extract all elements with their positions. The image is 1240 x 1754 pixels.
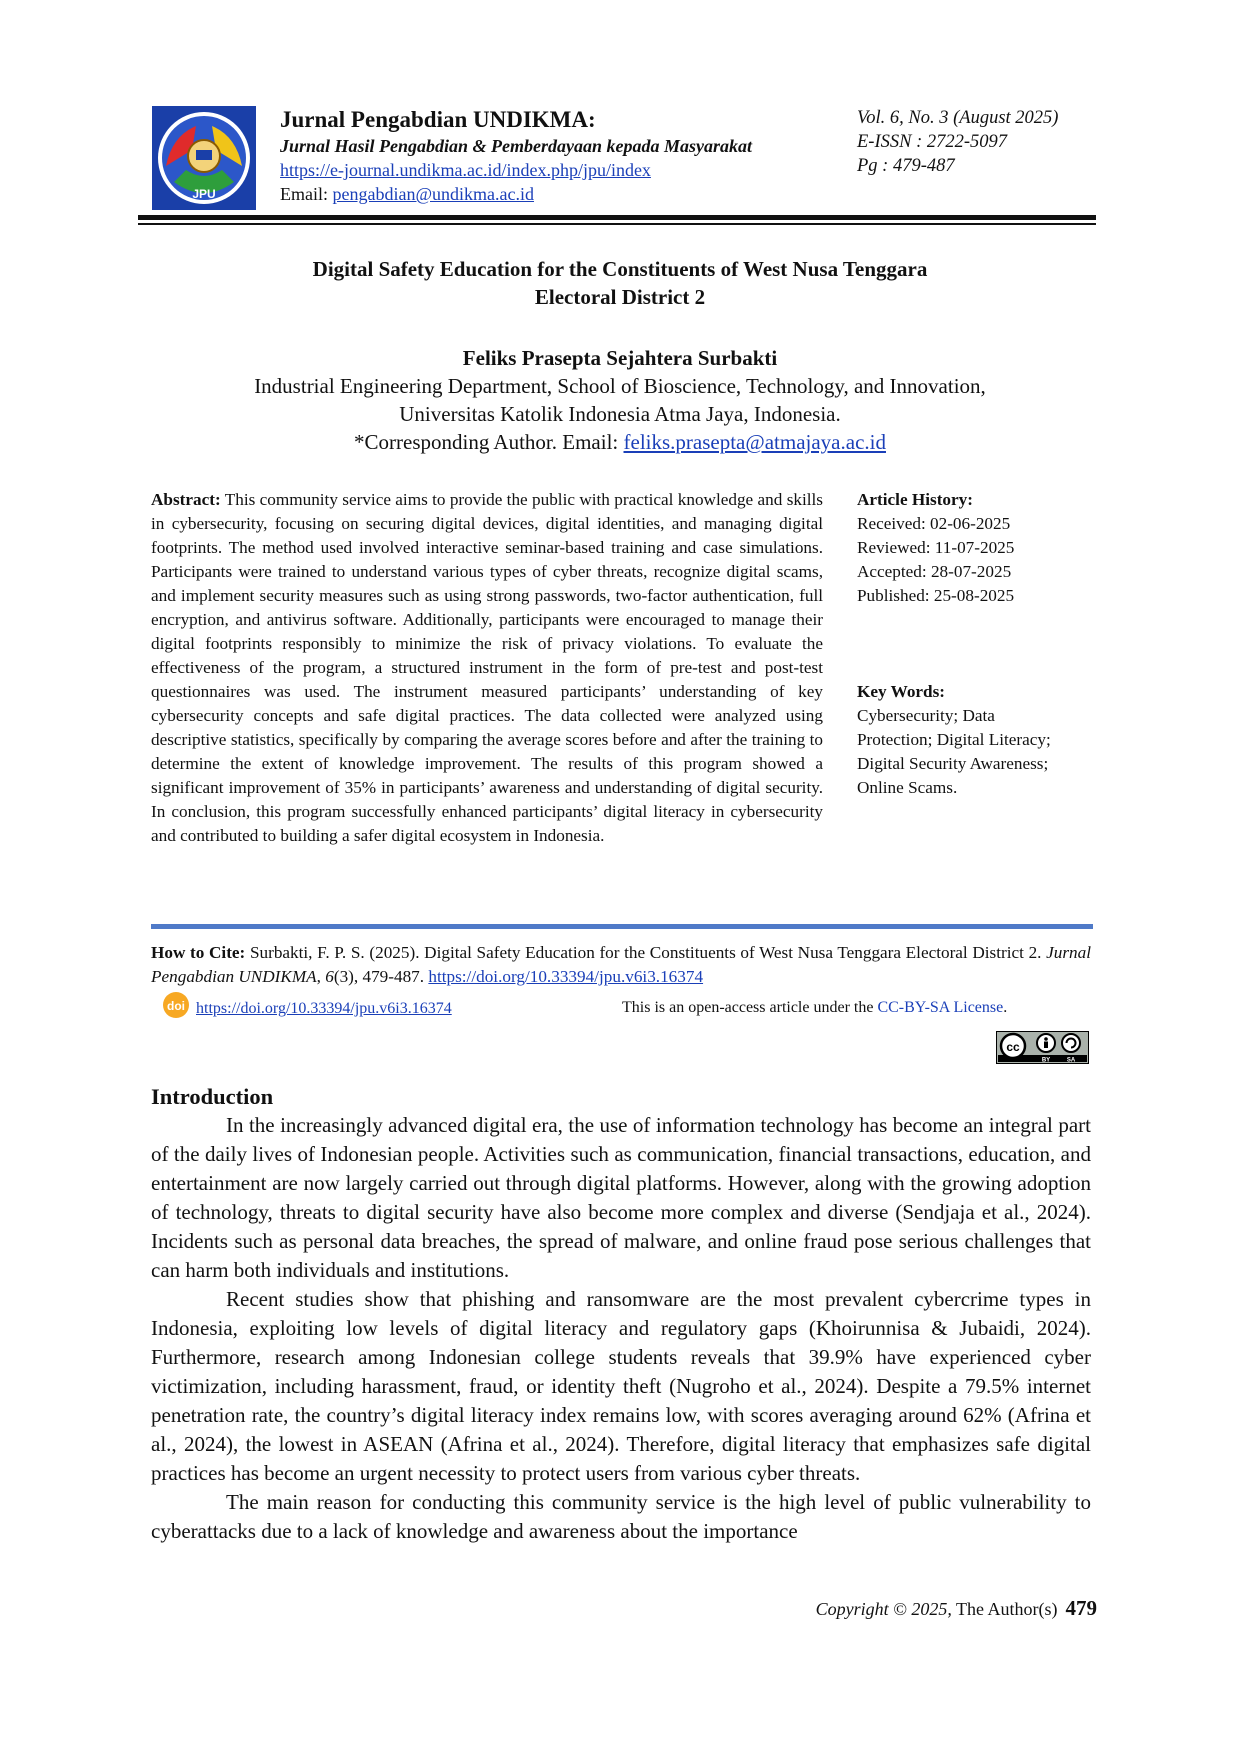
journal-header [280, 106, 840, 206]
affiliation-line2: Universitas Katolik Indonesia Atma Jaya, Indonesia. [399, 402, 841, 426]
svg-text:cc: cc [1006, 1040, 1020, 1054]
abstract-divider [151, 924, 1093, 929]
introduction-body [151, 1111, 1091, 1546]
cite-label: How to Cite: [151, 943, 246, 962]
history-published: Published: 25-08-2025 [857, 586, 1015, 605]
journal-email-link[interactable]: pengabdian@undikma.ac.id [332, 184, 535, 204]
keywords-text: Cybersecurity; Data Protection; Digital Literacy; Digital Security Awareness; Online Scams. [857, 706, 1051, 797]
license-link[interactable]: CC-BY-SA License [877, 999, 1004, 1016]
abstract [151, 488, 823, 848]
page-footer [797, 1596, 1097, 1621]
keywords-label: Key Words: [857, 682, 946, 701]
affiliation-line1: Industrial Engineering Department, School of Bioscience, Technology, and Innovation, [254, 374, 986, 398]
journal-subtitle: Jurnal Hasil Pengabdian & Pemberdayaan kepada Masyarakat [280, 136, 753, 156]
keywords [857, 680, 1062, 800]
doi-link[interactable]: https://doi.org/10.33394/jpu.v6i3.16374 [196, 1000, 452, 1017]
abstract-text: This community service aims to provide the public with practical knowledge and skills in cybersecurity, focusing on securing digital devices, digital identities, and managing digital footprints. The method used involved interactive seminar-based training and case simulations. Participants were trained to understand various types of cyber threats, recognize digital scams, and implement security measures such as using strong passwords, two-factor authentication, full encryption, and antivirus software. Additionally, participants were encouraged to manage their digital footprints responsibly to minimize the risk of privacy violations. To evaluate the effectiveness of the program, a structured instrument in the form of pre-test and post-test questionnaires was used. The instrument measured participants’ understanding of key cybersecurity concepts and safe digital practices. The data collected were analyzed using descriptive statistics, specifically by comparing the average scores before and after the training to determine the extent of knowledge improvement. The results of this program showed a significant improvement of 35% in participants’ awareness and understanding of digital security. In conclusion, this program successfully enhanced participants’ digital literacy in cybersecurity and contributed to building a safer digital ecosystem in Indonesia. [151, 490, 823, 845]
history-reviewed: Reviewed: 11-07-2025 [857, 538, 1015, 557]
intro-paragraph-3: The main reason for conducting this community service is the high level of public vulnerability to cyberattacks due to a lack of knowledge and awareness about the importance [151, 1490, 1091, 1543]
copyright-authors: The Author(s) [951, 1599, 1058, 1619]
paper-title-line1: Digital Safety Education for the Constituents of West Nusa Tenggara [312, 257, 928, 281]
author-name: Feliks Prasepta Sejahtera Surbakti [462, 346, 778, 370]
license-text: This is an open-access article under the [622, 999, 878, 1016]
doi-icon [162, 991, 190, 1019]
cite-volume: 6 [325, 967, 334, 986]
intro-paragraph-1: In the increasingly advanced digital era, the use of information technology has become an integral part of the daily lives of Indonesian people. Activities such as communication, financial transactions, education, and entertainment are now largely carried out through digital platforms. However, along with the growing adoption of technology, threats to digital security have also become more complex and diverse (Sendjaja et al., 2024). Incidents such as personal data breaches, the spread of malware, and online fraud pose serious challenges that can harm both individuals and institutions. [151, 1113, 1091, 1282]
intro-paragraph-2: Recent studies show that phishing and ransomware are the most prevalent cybercrime types in Indonesia, exploiting low levels of digital literacy and regulatory gaps (Khoirunnisa & Jubaidi, 2024). Furthermore, research among Indonesian college students reveals that 39.9% have experienced cyber victimization, including harassment, fraud, or identity theft (Nugroho et al., 2024). Despite a 79.5% internet penetration rate, the country’s digital literacy index remains low, with scores averaging around 62% (Afrina et al., 2024), the lowest in ASEAN (Afrina et al., 2024). Therefore, digital literacy that emphasizes safe digital practices has become an urgent necessity to protect users from various cyber threats. [151, 1287, 1091, 1485]
article-history [857, 488, 1077, 608]
volume-info: Vol. 6, No. 3 (August 2025) [857, 108, 1059, 128]
license-statement [622, 998, 1007, 1018]
pages-info: Pg : 479-487 [857, 156, 955, 176]
journal-logo-icon [152, 106, 256, 210]
history-accepted: Accepted: 28-07-2025 [857, 562, 1012, 581]
cite-text-before: Surbakti, F. P. S. (2025). Digital Safety Education for the Constituents of West Nusa Tenggara Electoral District 2. [245, 943, 1047, 962]
cite-text-after: (3), 479-487. [333, 967, 429, 986]
header-rule-thick [138, 215, 1096, 220]
corresponding-label: *Corresponding Author. Email: [354, 430, 624, 454]
svg-text:JPU: JPU [192, 187, 216, 201]
journal-url-link[interactable]: https://e-journal.undikma.ac.id/index.php/jpu/index [280, 160, 651, 180]
cc-by-sa-icon[interactable] [996, 1031, 1089, 1064]
svg-text:BY: BY [1041, 1057, 1051, 1064]
journal-name: Jurnal Pengabdian UNDIKMA: [280, 107, 596, 132]
affiliation [120, 372, 1120, 456]
header-rule-thin [138, 223, 1096, 225]
abstract-label: Abstract: [151, 490, 221, 509]
svg-text:doi: doi [167, 999, 185, 1013]
page-number: 479 [1065, 1596, 1097, 1620]
cite-journal: Jurnal Pengabdian UNDIKMA [151, 943, 1091, 986]
cite-sep: , [316, 967, 326, 986]
license-end: . [1003, 999, 1008, 1016]
paper-title-line2: Electoral District 2 [534, 285, 706, 309]
introduction-heading: Introduction [151, 1084, 274, 1109]
cite-doi-link[interactable]: https://doi.org/10.33394/jpu.v6i3.16374 [428, 967, 704, 986]
svg-text:SA: SA [1066, 1057, 1076, 1064]
email-label: Email: [280, 184, 333, 204]
issue-info [857, 106, 1097, 178]
history-received: Received: 02-06-2025 [857, 514, 1011, 533]
corresponding-email-link[interactable]: feliks.prasepta@atmajaya.ac.id [623, 430, 886, 454]
eissn-info: E-ISSN : 2722-5097 [857, 132, 1008, 152]
paper-title [170, 255, 1070, 311]
copyright: Copyright © 2025, [815, 1599, 952, 1619]
history-label: Article History: [857, 490, 973, 509]
how-to-cite [151, 941, 1091, 989]
